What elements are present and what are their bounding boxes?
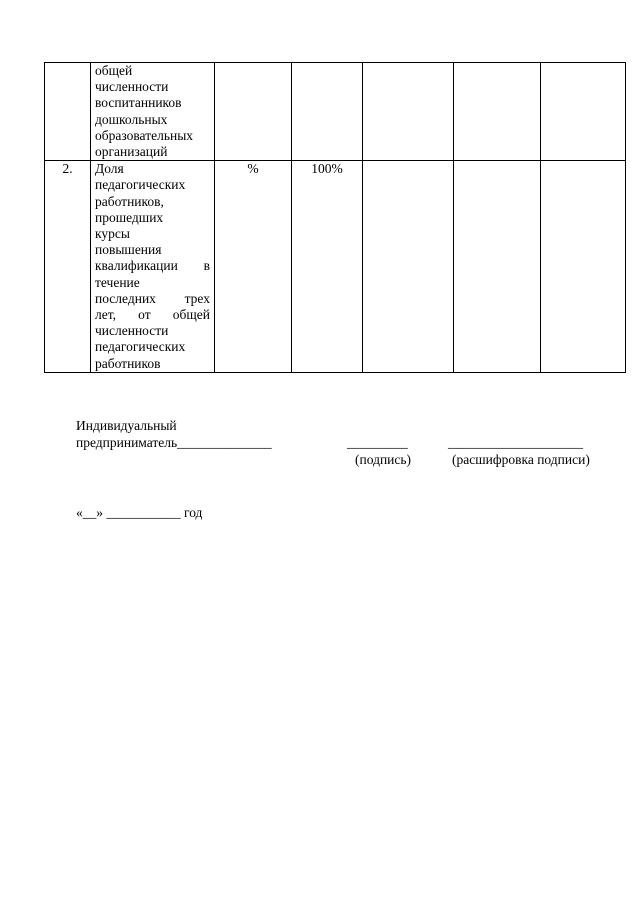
indicator-text-line: дошкольных <box>95 111 168 127</box>
signature-blank: _________ <box>347 435 408 450</box>
indicators-table <box>44 62 626 373</box>
signature-decode-blank: ____________________ <box>448 435 583 450</box>
indicator-text-line: педагогических <box>95 339 186 355</box>
indicator-text-line: организаций <box>95 144 168 160</box>
unit-cell: % <box>215 161 292 373</box>
empty-cell <box>454 63 541 161</box>
empty-cell <box>454 161 541 373</box>
row-number-cell: 2. <box>45 161 91 373</box>
indicator-text-line: численности <box>95 79 169 95</box>
table-row <box>45 63 626 161</box>
indicator-text-line: Доля <box>95 161 124 177</box>
indicator-text-line: последних трех <box>95 290 210 306</box>
indicator-text-line: педагогических <box>95 177 186 193</box>
indicator-text-line: работников <box>95 355 161 371</box>
signatory-title-line1: Индивидуальный <box>76 418 177 433</box>
signature-caption: (подпись) <box>355 452 412 467</box>
indicator-text-line: квалификации в <box>95 258 210 274</box>
signature-decode-caption: (расшифровка подписи) <box>452 452 590 467</box>
indicator-text-line: прошедших <box>95 209 164 225</box>
empty-cell <box>541 63 626 161</box>
indicator-name-cell <box>91 161 215 373</box>
empty-cell <box>363 63 454 161</box>
signatory-title-line2: предприниматель______________ <box>76 435 272 450</box>
indicator-name-cell <box>91 63 215 161</box>
date-line: «__» ___________ год <box>76 505 203 520</box>
indicator-text-line: курсы <box>95 226 130 242</box>
empty-cell <box>363 161 454 373</box>
indicator-text-line: образовательных <box>95 127 194 143</box>
indicator-text-line: повышения <box>95 242 162 258</box>
table-row <box>45 161 626 373</box>
indicator-text-line: воспитанников <box>95 95 182 111</box>
value-cell <box>292 63 363 161</box>
unit-cell <box>215 63 292 161</box>
indicator-text-line: лет, от общей <box>95 307 210 323</box>
indicator-text-line: течение <box>95 274 140 290</box>
indicator-text-line: общей <box>95 63 133 78</box>
value-cell: 100% <box>292 161 363 373</box>
indicator-text-line: работников, <box>95 193 164 209</box>
empty-cell <box>541 161 626 373</box>
row-number-cell <box>45 63 91 161</box>
indicator-text-line: численности <box>95 323 169 339</box>
